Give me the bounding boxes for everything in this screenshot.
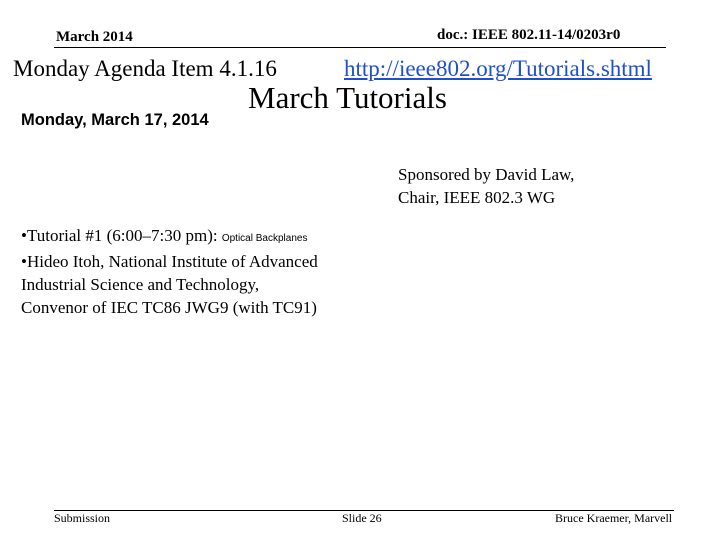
sponsor-note (398, 163, 574, 209)
tutorial-details (21, 224, 421, 319)
session-date: Monday, March 17, 2014 (21, 111, 209, 129)
tutorial-topic: Optical Backplanes (221, 233, 308, 244)
slide-title: March Tutorials (248, 80, 447, 115)
header-divider (54, 47, 666, 48)
footer-submission: Submission (54, 511, 111, 525)
agenda-item: Monday Agenda Item 4.1.16 (13, 56, 277, 81)
header-date: March 2014 (56, 29, 133, 45)
tutorials-link[interactable]: http://ieee802.org/Tutorials.shtml (344, 56, 652, 81)
presenter-line-2: Industrial Science and Technology, (21, 275, 260, 294)
sponsor-line-1: Sponsored by David Law, (398, 165, 575, 184)
footer-slide-number: Slide 26 (342, 511, 382, 525)
header-doc-id: doc.: IEEE 802.11-14/0203r0 (437, 27, 621, 43)
presenter-line-1: •Hideo Itoh, National Institute of Advanced (21, 252, 318, 271)
sponsor-line-2: Chair, IEEE 802.3 WG (398, 188, 556, 207)
footer-author: Bruce Kraemer, Marvell (555, 511, 673, 525)
tutorial-time: •Tutorial #1 (6:00–7:30 pm): (21, 226, 222, 245)
presenter-line-3: Convenor of IEC TC86 JWG9 (with TC91) (21, 298, 317, 317)
tutorial-bullet-1 (21, 224, 421, 250)
